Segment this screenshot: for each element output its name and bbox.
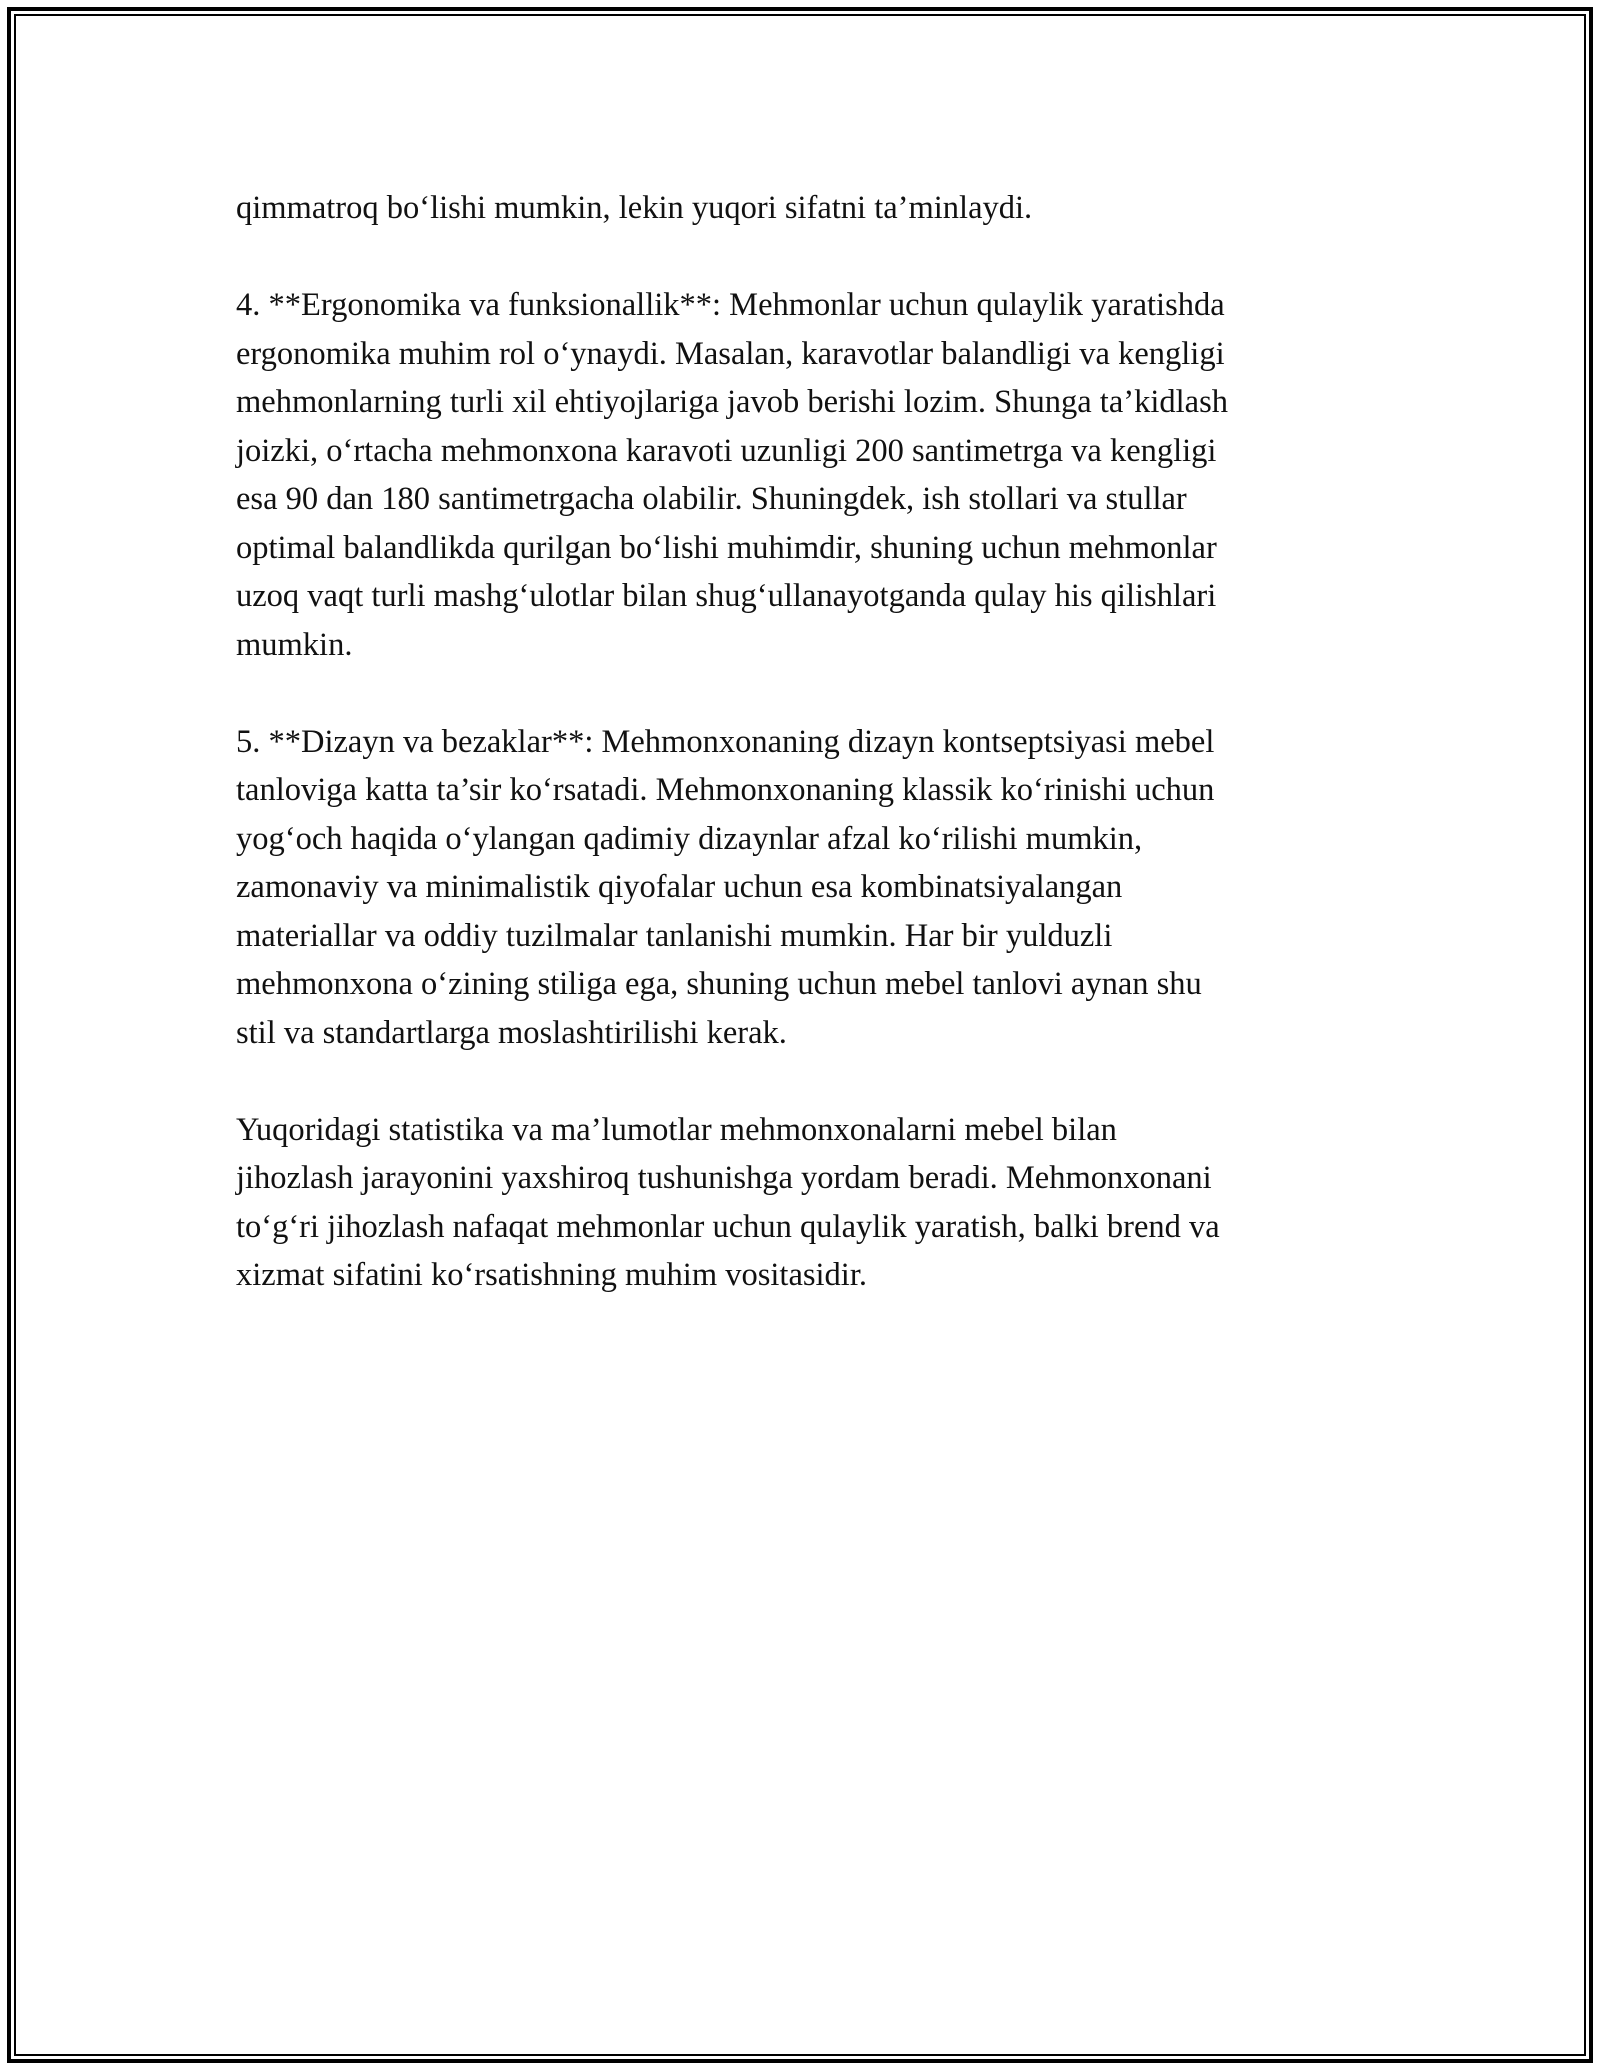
- text-line: ergonomika muhim rol o‘ynaydi. Masalan, karavotlar balandligi va kengligi: [236, 335, 1225, 372]
- text-line: qimmatroq bo‘lishi mumkin, lekin yuqori sifatni ta’minlaydi.: [236, 190, 1033, 226]
- text-line: optimal balandlikda qurilgan bo‘lishi muhimdir, shuning uchun mehmonlar: [236, 529, 1217, 566]
- paragraph-ergonomics: [236, 281, 1366, 669]
- text-line: stil va standartlarga moslashtirilishi kerak.: [236, 1014, 787, 1051]
- text-line: jihozlash jarayonini yaxshiroq tushunishga yordam beradi. Mehmonxonani: [236, 1160, 1212, 1196]
- text-line: mehmonlarning turli xil ehtiyojlariga javob berishi lozim. Shunga ta’kidlash: [236, 384, 1228, 420]
- text-line: 4. **Ergonomika va funksionallik**: Mehmonlar uchun qulaylik yaratishda: [236, 287, 1225, 323]
- text-line: esa 90 dan 180 santimetrgacha olabilir. Shuningdek, ish stollari va stullar: [236, 481, 1187, 517]
- document-body: [236, 184, 1366, 1300]
- paragraph-conclusion: [236, 1106, 1366, 1300]
- text-line: materiallar va oddiy tuzilmalar tanlanishi mumkin. Har bir yulduzli: [236, 917, 1113, 954]
- text-line: 5. **Dizayn va bezaklar**: Mehmonxonaning dizayn kontseptsiyasi mebel: [236, 723, 1215, 760]
- text-line: mehmonxona o‘zining stiliga ega, shuning uchun mebel tanlovi aynan shu: [236, 966, 1202, 1002]
- text-line: yog‘och haqida o‘ylangan qadimiy dizaynlar afzal ko‘rilishi mumkin,: [236, 820, 1143, 857]
- text-line: mumkin.: [236, 626, 353, 663]
- paragraph-design: [236, 718, 1366, 1058]
- text-line: Yuqoridagi statistika va ma’lumotlar mehmonxonalarni mebel bilan: [236, 1111, 1117, 1148]
- text-line: to‘g‘ri jihozlash nafaqat mehmonlar uchun qulaylik yaratish, balki brend va: [236, 1208, 1220, 1245]
- text-line: xizmat sifatini ko‘rsatishning muhim vositasidir.: [236, 1257, 867, 1293]
- paragraph-price-quality: [236, 184, 1366, 233]
- text-line: tanloviga katta ta’sir ko‘rsatadi. Mehmonxonaning klassik ko‘rinishi uchun: [236, 772, 1215, 808]
- text-line: joizki, o‘rtacha mehmonxona karavoti uzunligi 200 santimetrga va kengligi: [236, 432, 1217, 469]
- text-line: zamonaviy va minimalistik qiyofalar uchun esa kombinatsiyalangan: [236, 869, 1123, 905]
- text-line: uzoq vaqt turli mashg‘ulotlar bilan shug‘ullanayotganda qulay his qilishlari: [236, 578, 1217, 614]
